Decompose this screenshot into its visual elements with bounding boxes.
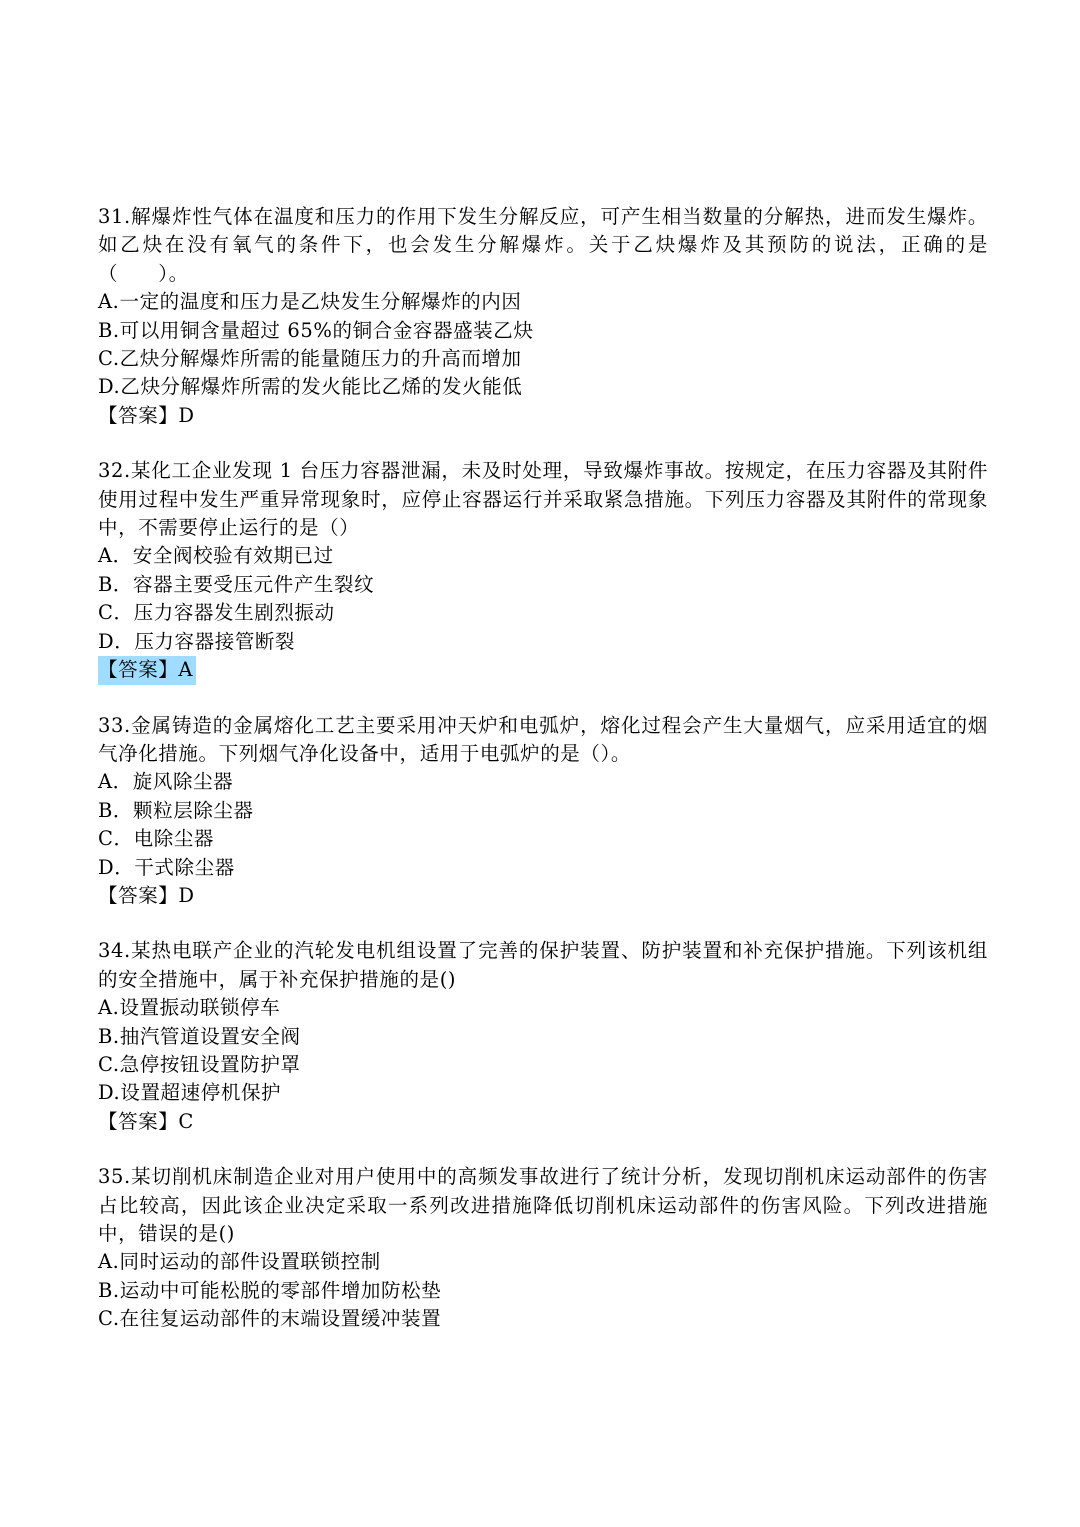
- option-a: A.同时运动的部件设置联锁控制: [98, 1250, 381, 1274]
- question-stem: 31.解爆炸性气体在温度和压力的作用下发生分解反应，可产生相当数量的分解热，进而发生爆炸。如乙炔在没有氧气的条件下，也会发生分解爆炸。关于乙炔爆炸及其预防的说法，正确的是（ ）。: [98, 205, 988, 285]
- option-b: B.抽汽管道设置安全阀: [98, 1024, 301, 1048]
- option-d: D.设置超速停机保护: [98, 1081, 282, 1105]
- option-c: C.乙炔分解爆炸所需的能量随压力的升高而增加: [98, 347, 522, 371]
- option-a: A.一定的温度和压力是乙炔发生分解爆炸的内因: [98, 290, 522, 314]
- answer-line: [98, 1108, 988, 1136]
- answer-highlight: [98, 656, 196, 684]
- option-list: [98, 542, 988, 656]
- answer-label: 【答案】: [98, 403, 179, 427]
- answer-value: A: [178, 658, 194, 682]
- option-b: B.运动中可能松脱的零部件增加防松垫: [98, 1278, 442, 1302]
- answer-label: 【答案】: [98, 658, 179, 682]
- option-list: [98, 1248, 988, 1333]
- question-35: [98, 1163, 988, 1333]
- answer-value: C: [178, 1109, 194, 1133]
- question-33: [98, 712, 988, 911]
- question-stem: 33.金属铸造的金属熔化工艺主要采用冲天炉和电弧炉，熔化过程会产生大量烟气，应采用适宜的烟气净化措施。下列烟气净化设备中，适用于电弧炉的是（）。: [98, 713, 988, 765]
- answer-label: 【答案】: [98, 1109, 179, 1133]
- option-b: B．颗粒层除尘器: [98, 798, 254, 822]
- option-d: D．压力容器接管断裂: [98, 629, 296, 653]
- option-a: A．安全阀校验有效期已过: [98, 544, 334, 568]
- answer-line: [98, 402, 988, 430]
- option-d: D.乙炔分解爆炸所需的发火能比乙烯的发火能低: [98, 375, 523, 399]
- answer-box: [98, 1108, 197, 1136]
- question-31: [98, 203, 988, 430]
- question-list: [98, 203, 988, 1361]
- answer-box: [98, 882, 198, 910]
- option-a: A.设置振动联锁停车: [98, 996, 281, 1020]
- answer-label: 【答案】: [98, 883, 179, 907]
- answer-line: [98, 882, 988, 910]
- option-list: [98, 994, 988, 1108]
- answer-line: [98, 656, 988, 684]
- option-b: B．容器主要受压元件产生裂纹: [98, 572, 375, 596]
- option-c: C．压力容器发生剧烈振动: [98, 601, 335, 625]
- option-c: C．电除尘器: [98, 827, 215, 851]
- question-34: [98, 937, 988, 1136]
- question-stem: 34.某热电联产企业的汽轮发电机组设置了完善的保护装置、防护装置和补充保护措施。下列该机组的安全措施中，属于补充保护措施的是(): [98, 939, 988, 991]
- option-a: A．旋风除尘器: [98, 770, 234, 794]
- question-stem: 32.某化工企业发现 1 台压力容器泄漏，未及时处理，导致爆炸事故。按规定，在压力容器及其附件使用过程中发生严重异常现象时，应停止容器运行并采取紧急措施。下列压力容器及其附件的常现象中，不需要停止运行的是（）: [98, 459, 988, 540]
- answer-value: D: [178, 403, 195, 427]
- answer-box: [98, 402, 198, 430]
- option-list: [98, 768, 988, 882]
- option-b: B.可以用铜含量超过 65%的铜合金容器盛装乙炔: [98, 318, 534, 342]
- question-32: [98, 457, 988, 684]
- option-d: D．干式除尘器: [98, 855, 235, 879]
- question-stem: 35.某切削机床制造企业对用户使用中的高频发事故进行了统计分析，发现切削机床运动部件的伤害占比较高，因此该企业决定采取一系列改进措施降低切削机床运动部件的伤害风险。下列改进措施中，错误的是(): [98, 1165, 988, 1245]
- option-c: C.急停按钮设置防护罩: [98, 1052, 301, 1076]
- option-c: C.在往复运动部件的末端设置缓冲装置: [98, 1307, 442, 1331]
- option-list: [98, 288, 988, 402]
- answer-value: D: [178, 883, 195, 907]
